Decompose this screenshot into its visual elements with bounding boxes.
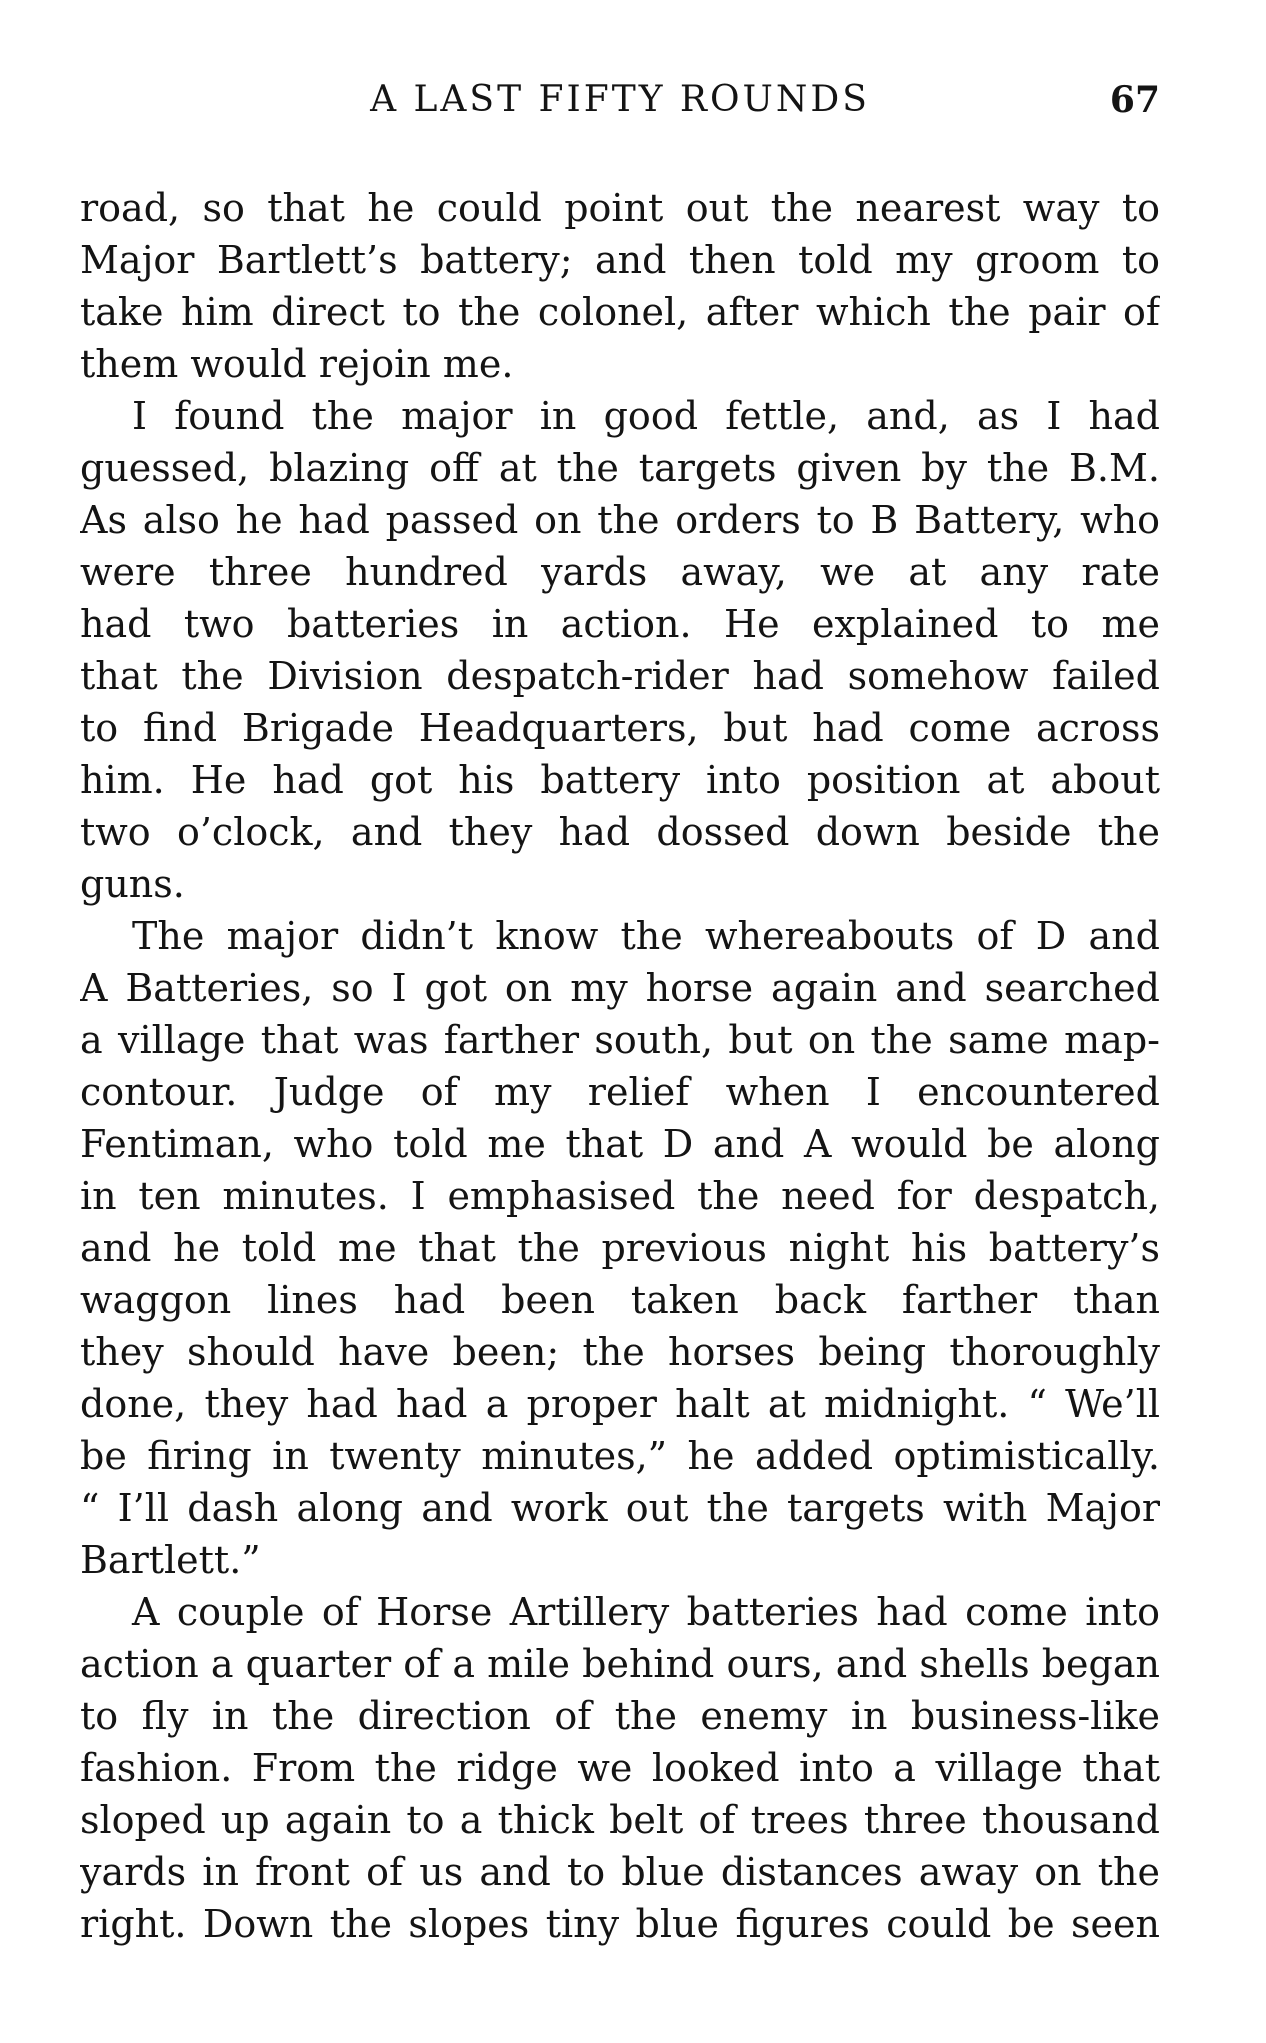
text-line: them would rejoin me. — [80, 342, 514, 386]
paragraph — [80, 182, 1160, 390]
text-line: contour. Judge of my relief when I encountered — [80, 1070, 1160, 1114]
text-line: they should have been; the horses being thoroughly — [80, 1330, 1160, 1374]
text-line: be firing in twenty minutes,” he added optimistically. — [80, 1434, 1160, 1478]
body-text — [80, 182, 1160, 1950]
text-line: A couple of Horse Artillery batteries had come into — [132, 1590, 1160, 1634]
text-line: “ I’ll dash along and work out the targets with Major — [80, 1486, 1160, 1530]
text-line: that the Division despatch-rider had somehow failed — [80, 654, 1160, 698]
text-line: Bartlett.” — [80, 1538, 261, 1582]
text-line: in ten minutes. I emphasised the need for despatch, — [80, 1174, 1160, 1218]
text-line: yards in front of us and to blue distances away on the — [80, 1850, 1160, 1894]
text-line: guns. — [80, 862, 185, 906]
text-line: guessed, blazing off at the targets given by the B.M. — [80, 446, 1160, 490]
text-line: take him direct to the colonel, after which the pair of — [80, 290, 1160, 334]
text-line: action a quarter of a mile behind ours, and shells began — [80, 1642, 1160, 1686]
text-line: two o’clock, and they had dossed down beside the — [80, 810, 1160, 854]
text-line: had two batteries in action. He explained to me — [80, 602, 1160, 646]
book-page — [80, 70, 1160, 1950]
text-line: Major Bartlett’s battery; and then told my groom to — [80, 238, 1160, 282]
text-line: to fly in the direction of the enemy in business-like — [80, 1694, 1160, 1738]
text-line: done, they had had a proper halt at midnight. “ We’ll — [80, 1382, 1160, 1426]
text-line: fashion. From the ridge we looked into a village that — [80, 1746, 1160, 1790]
text-line: As also he had passed on the orders to B Battery, who — [80, 498, 1160, 542]
text-line: The major didn’t know the whereabouts of D and — [132, 914, 1160, 958]
text-line: road, so that he could point out the nearest way to — [80, 186, 1160, 230]
text-line: waggon lines had been taken back farther than — [80, 1278, 1160, 1322]
text-line: Fentiman, who told me that D and A would be along — [80, 1122, 1160, 1166]
running-head — [80, 70, 1160, 130]
text-line: to find Brigade Headquarters, but had come across — [80, 706, 1160, 750]
paragraph — [80, 1586, 1160, 1950]
running-title: A LAST FIFTY ROUNDS — [370, 79, 870, 120]
text-line: him. He had got his battery into position at about — [80, 758, 1160, 802]
text-line: and he told me that the previous night his battery’s — [80, 1226, 1160, 1270]
text-line: were three hundred yards away, we at any rate — [80, 550, 1160, 594]
text-line: a village that was farther south, but on the same map- — [80, 1018, 1160, 1062]
text-line: I found the major in good fettle, and, as I had — [132, 394, 1160, 438]
paragraph — [80, 390, 1160, 910]
page-number: 67 — [1109, 79, 1160, 121]
text-line: A Batteries, so I got on my horse again and searched — [80, 966, 1160, 1010]
paragraph — [80, 910, 1160, 1586]
text-line: sloped up again to a thick belt of trees three thousand — [80, 1798, 1160, 1842]
text-line: right. Down the slopes tiny blue figures could be seen — [80, 1902, 1160, 1946]
